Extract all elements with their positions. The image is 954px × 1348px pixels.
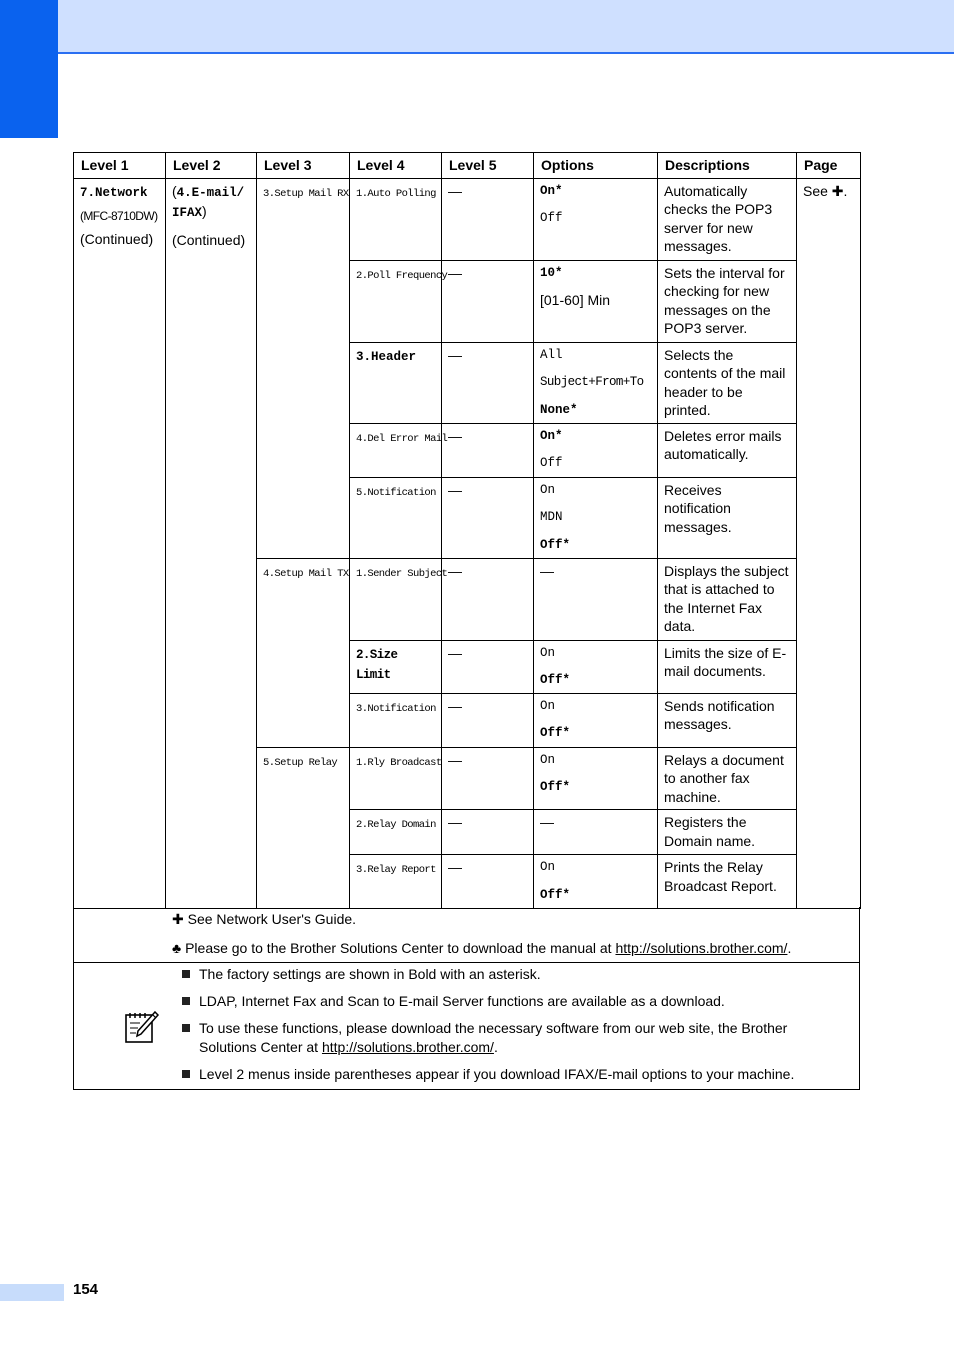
option-on: On [540,860,556,874]
dash: — [448,427,462,444]
level5-cell [442,810,534,855]
option-all: All [540,347,563,362]
level1-continued: (Continued) [80,231,154,247]
level4-cell [350,855,442,909]
description-relay-report: Prints the Relay Broadcast Report. [664,859,777,894]
options-cell [534,260,658,342]
option-subject-from-to: Subject+From+To [540,375,644,389]
level4-auto-polling: 1.Auto Polling [356,187,436,200]
description-cell [658,747,797,810]
description-cell [658,855,797,909]
level3-cell-setup-relay [257,747,350,909]
level2-name: 4.E-mail/ IFAX [172,185,245,220]
description-cell [658,640,797,693]
level2-cell [166,178,257,909]
footnote-solutions-center [172,940,791,956]
option-on: On [540,752,556,767]
option-off-default: Off* [540,780,571,794]
footnote-plus-text: See Network User's Guide. [187,911,357,927]
option-on-default: On* [540,183,563,198]
option-range-min: [01-60] Min [540,292,611,308]
header-descriptions: Descriptions [658,153,797,179]
options-cell [534,342,658,423]
level5-cell [442,693,534,747]
header-options: Options [534,153,658,179]
option-off-default: Off* [540,887,571,902]
dash: — [448,751,462,768]
header-page: Page [797,153,861,179]
options-cell [534,558,658,640]
level4-cell [350,260,448,342]
level3-cell-setup-mail-tx [257,558,350,747]
option-off-default: Off* [540,537,571,552]
level5-cell [442,747,534,810]
dash: — [448,814,462,830]
description-rly-broadcast: Relays a document to another fax machine. [664,751,784,805]
options-cell [534,178,658,260]
level5-cell [442,260,534,342]
description-relay-domain: Registers the Domain name. [664,814,756,849]
list-item [180,992,840,1011]
level4-cell [350,558,448,640]
footer-band [0,1284,64,1301]
level4-header: 3.Header [356,349,417,364]
footnote-club-text: Please go to the Brother Solutions Center to download the manual at [185,940,616,956]
level2-continued: (Continued) [172,231,246,248]
page-number: 154 [73,1281,99,1298]
bullet-square-icon [182,970,190,978]
level5-cell [442,477,534,558]
list-item [180,1065,840,1084]
description-del-error-mail: Deletes error mails automatically. [664,427,782,462]
level4-cell [350,810,442,855]
level4-cell [350,640,442,693]
bullet-square-icon [182,997,190,1005]
dash: — [448,859,462,875]
table-row [74,178,861,260]
page-reference: See ✚. [803,182,848,199]
table-footnotes [73,907,860,963]
description-auto-polling: Automatically checks the POP3 server for new messages. [664,182,773,254]
level3-setup-mail-rx: 3.Setup Mail RX [263,187,349,200]
list-item [180,1019,840,1057]
chapter-tab [0,0,58,138]
level5-cell [442,855,534,909]
description-cell [658,810,797,855]
dash: — [448,644,462,661]
dash: — [448,481,462,498]
description-cell [658,423,797,477]
options-cell [534,855,658,909]
note-pencil-icon [124,1009,160,1045]
footnote-club-end: . [787,940,792,956]
dash: — [448,697,462,714]
header-level5: Level 5 [442,153,534,179]
header-level2: Level 2 [166,153,257,179]
dash: — [448,562,462,579]
description-sender-subject: Displays the subject that is attached to the Internet Fax data. [664,562,789,634]
level4-notification: 5.Notification [356,486,436,499]
note-box [73,963,860,1090]
option-off-default: Off* [540,673,571,687]
option-mdn: MDN [540,510,563,524]
club-icon: ♣ [172,940,182,956]
description-header: Selects the contents of the mail header to be printed. [664,346,786,418]
level4-cell [350,477,442,558]
footnote-network-guide [172,911,356,928]
solutions-link[interactable]: http://solutions.brother.com/ [615,940,788,956]
level5-cell [442,178,534,260]
level4-size-limit: 2.Size Limit [356,647,398,682]
level1-model: (MFC-8710DW) [80,209,158,223]
table-header-row [74,153,861,179]
level4-del-error-mail: 4.Del Error Mail [356,432,448,445]
option-off: Off [540,211,563,225]
level3-cell-setup-mail-rx [257,178,350,558]
option-none: — [540,562,554,579]
option-on: On [540,698,556,713]
options-cell [534,423,658,477]
description-cell [658,477,797,558]
option-on: On [540,482,556,497]
description-notification-rx: Receives notification messages. [664,481,732,535]
description-size-limit: Limits the size of E-mail documents. [664,644,787,679]
option-none-default: None* [540,402,578,417]
option-off-default: Off* [540,726,571,740]
option-on-default: On* [540,428,563,443]
solutions-link[interactable]: http://solutions.brother.com/ [321,1039,494,1055]
option-none: — [540,814,554,830]
level2-paren-close: ) [202,203,207,219]
level4-cell [350,342,442,423]
level4-cell [350,693,442,747]
dash: — [448,264,462,281]
menu-settings-table [73,152,861,909]
bullet-square-icon [182,1024,190,1032]
level4-cell [350,423,448,477]
level4-notification-tx: 3.Notification [356,702,436,715]
level1-name: 7.Network [80,185,148,200]
option-on: On [540,645,556,660]
options-cell [534,810,658,855]
description-cell [658,693,797,747]
level3-setup-mail-tx: 4.Setup Mail TX [263,567,349,580]
options-cell [534,747,658,810]
options-cell [534,477,658,558]
level1-cell [74,178,166,909]
plus-icon: ✚ [172,911,184,927]
list-item [180,965,840,984]
level2-paren-open: ( [172,182,177,199]
level4-sender-subject: 1.Sender Subject [356,567,448,580]
header-level3: Level 3 [257,153,350,179]
dash: — [448,346,462,363]
level4-rly-broadcast: 1.Rly Broadcast [356,756,442,769]
option-10-default: 10* [540,265,563,280]
description-notification-tx: Sends notification messages. [664,697,775,732]
note-text: Level 2 menus inside parentheses appear if you download IFAX/E-mail options to your machine. [199,1066,795,1082]
description-poll-frequency: Sets the interval for checking for new messages on the POP3 server. [664,264,785,336]
description-cell [658,178,797,260]
option-off: Off [540,456,563,470]
header-level4: Level 4 [350,153,442,179]
level4-cell [350,178,442,260]
note-text: The factory settings are shown in Bold with an asterisk. [199,966,541,982]
level5-cell [442,342,534,423]
level4-poll-frequency: 2.Poll Frequency [356,269,448,282]
level4-cell [350,747,442,810]
page-cell [797,178,861,909]
level4-relay-report: 3.Relay Report [356,864,436,876]
description-cell [658,260,797,342]
header-level1: Level 1 [74,153,166,179]
dash: — [448,182,462,199]
note-text: LDAP, Internet Fax and Scan to E-mail Server functions are available as a download. [199,993,725,1009]
options-cell [534,693,658,747]
level4-relay-domain: 2.Relay Domain [356,819,436,831]
note-list [180,965,840,1092]
options-cell [534,640,658,693]
level3-setup-relay: 5.Setup Relay [263,756,338,769]
level5-cell [442,423,534,477]
description-cell [658,558,797,640]
level5-cell [442,558,534,640]
level5-cell [442,640,534,693]
note-text-end: . [493,1039,498,1055]
note-text: To use these functions, please download the necessary software from our web site, the Brother Solutions Center at [199,1020,788,1055]
header-band [0,0,954,54]
description-cell [658,342,797,423]
bullet-square-icon [182,1070,190,1078]
